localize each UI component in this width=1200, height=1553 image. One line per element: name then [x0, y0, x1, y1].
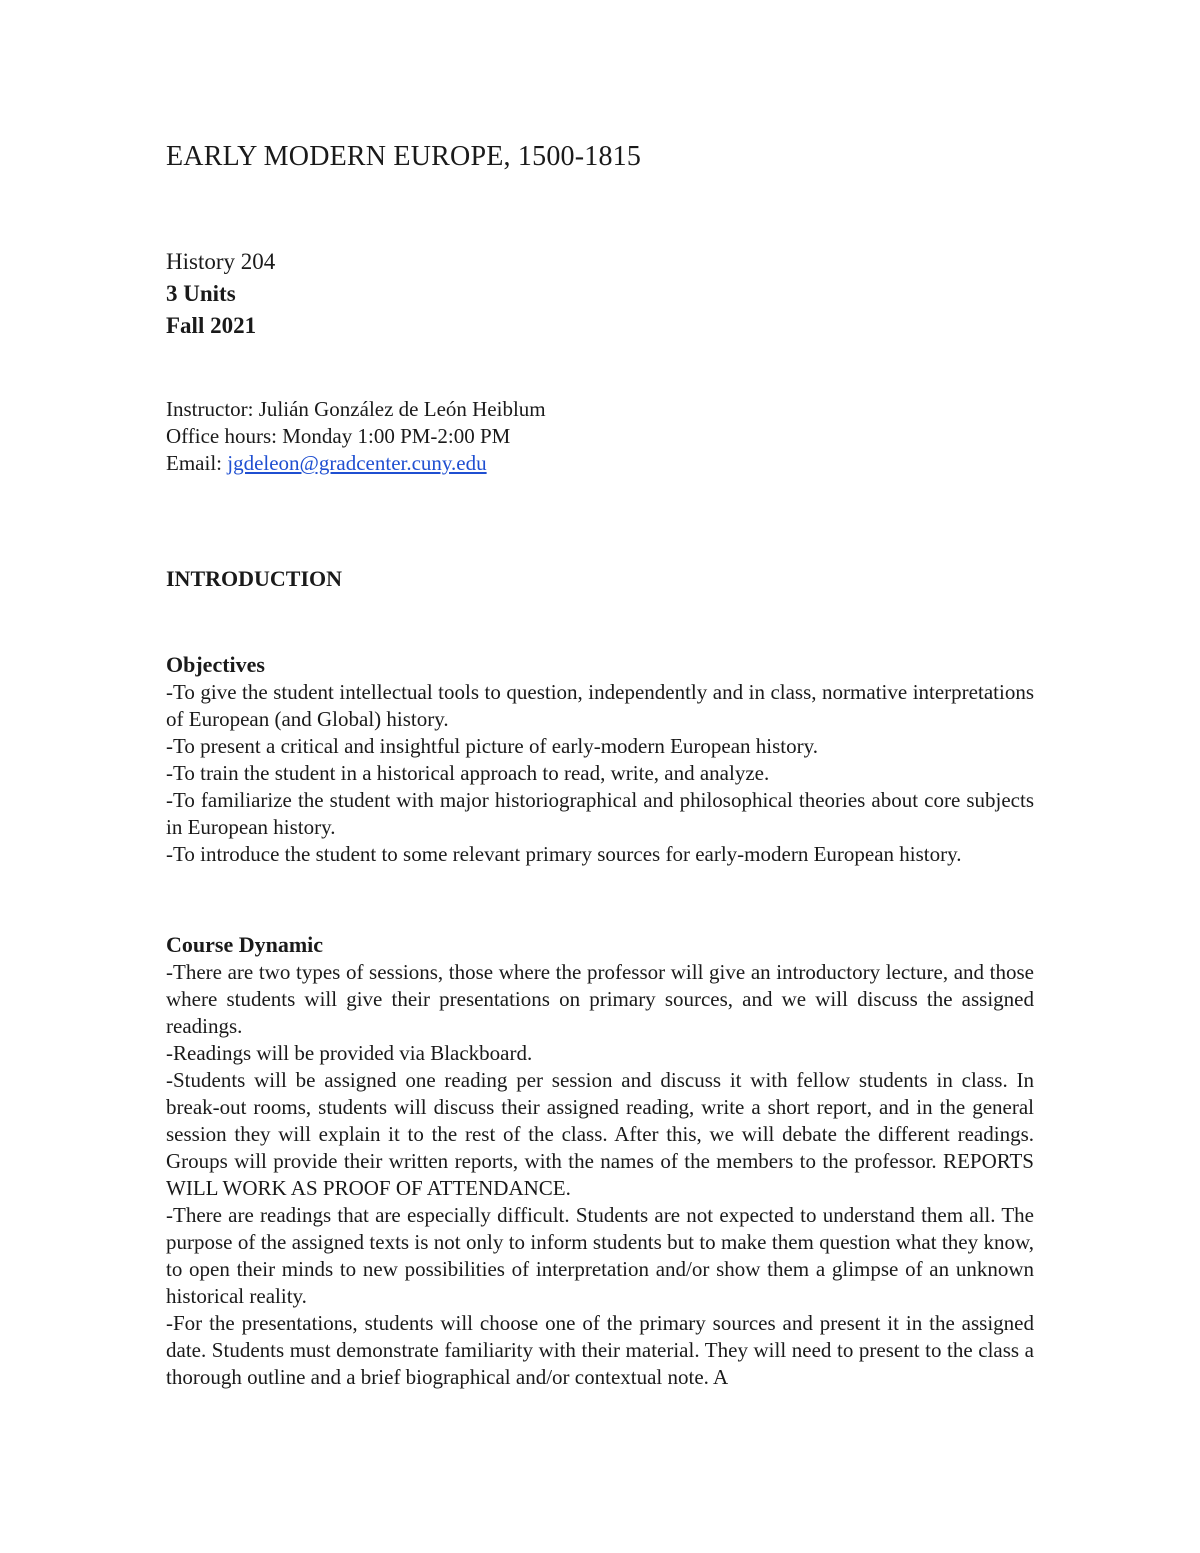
- course-dynamic-item: -There are two types of sessions, those where the professor will give an introductory lecture, and those where students will give their presentations on primary sources, and we will discuss the assigned readings.: [166, 960, 1034, 1038]
- objective-item: -To familiarize the student with major historiographical and philosophical theories about core subjects in European history.: [166, 788, 1034, 839]
- objective-item: -To introduce the student to some relevant primary sources for early-modern European history.: [166, 842, 962, 866]
- course-dynamic-section: [166, 931, 1034, 1391]
- course-units: 3 Units: [166, 281, 236, 306]
- objective-item: -To present a critical and insightful picture of early-modern European history.: [166, 734, 819, 758]
- document-title: EARLY MODERN EUROPE, 1500-1815: [166, 141, 642, 172]
- objective-item: -To train the student in a historical approach to read, write, and analyze.: [166, 761, 770, 785]
- office-hours-line: Office hours: Monday 1:00 PM-2:00 PM: [166, 424, 511, 448]
- objectives-section: [166, 651, 1034, 868]
- contact-info: [166, 396, 546, 477]
- course-term: Fall 2021: [166, 313, 257, 338]
- objective-item: -To give the student intellectual tools to question, independently and in class, normative interpretations of European (and Global) history.: [166, 680, 1034, 731]
- course-info: [166, 246, 275, 342]
- course-dynamic-heading: Course Dynamic: [166, 932, 324, 957]
- email-link[interactable]: jgdeleon@gradcenter.cuny.edu: [227, 451, 487, 475]
- email-line: [166, 450, 546, 477]
- course-dynamic-item: -Readings will be provided via Blackboard.: [166, 1041, 533, 1065]
- course-dynamic-item: -For the presentations, students will choose one of the primary sources and present it in the assigned date. Students must demonstrate familiarity with their material. They will need to present to the class a thorough outline and a brief biographical and/or contextual note. A: [166, 1311, 1034, 1389]
- email-label: Email:: [166, 451, 228, 475]
- course-number: History 204: [166, 249, 276, 274]
- instructor-line: Instructor: Julián González de León Heiblum: [166, 397, 546, 421]
- course-dynamic-item: -There are readings that are especially difficult. Students are not expected to understand them all. The purpose of the assigned texts is not only to inform students but to make them question what they know, to open their minds to new possibilities of interpretation and/or show them a glimpse of an unknown historical reality.: [166, 1203, 1034, 1308]
- objectives-heading: Objectives: [166, 652, 265, 677]
- introduction-heading: INTRODUCTION: [166, 566, 343, 591]
- course-dynamic-item: -Students will be assigned one reading per session and discuss it with fellow students in class. In break-out rooms, students will discuss their assigned reading, write a short report, and in the general session they will explain it to the rest of the class. After this, we will debate the different readings. Groups will provide their written reports, with the names of the members to the professor. REPORTS WILL WORK AS PROOF OF ATTENDANCE.: [166, 1068, 1034, 1200]
